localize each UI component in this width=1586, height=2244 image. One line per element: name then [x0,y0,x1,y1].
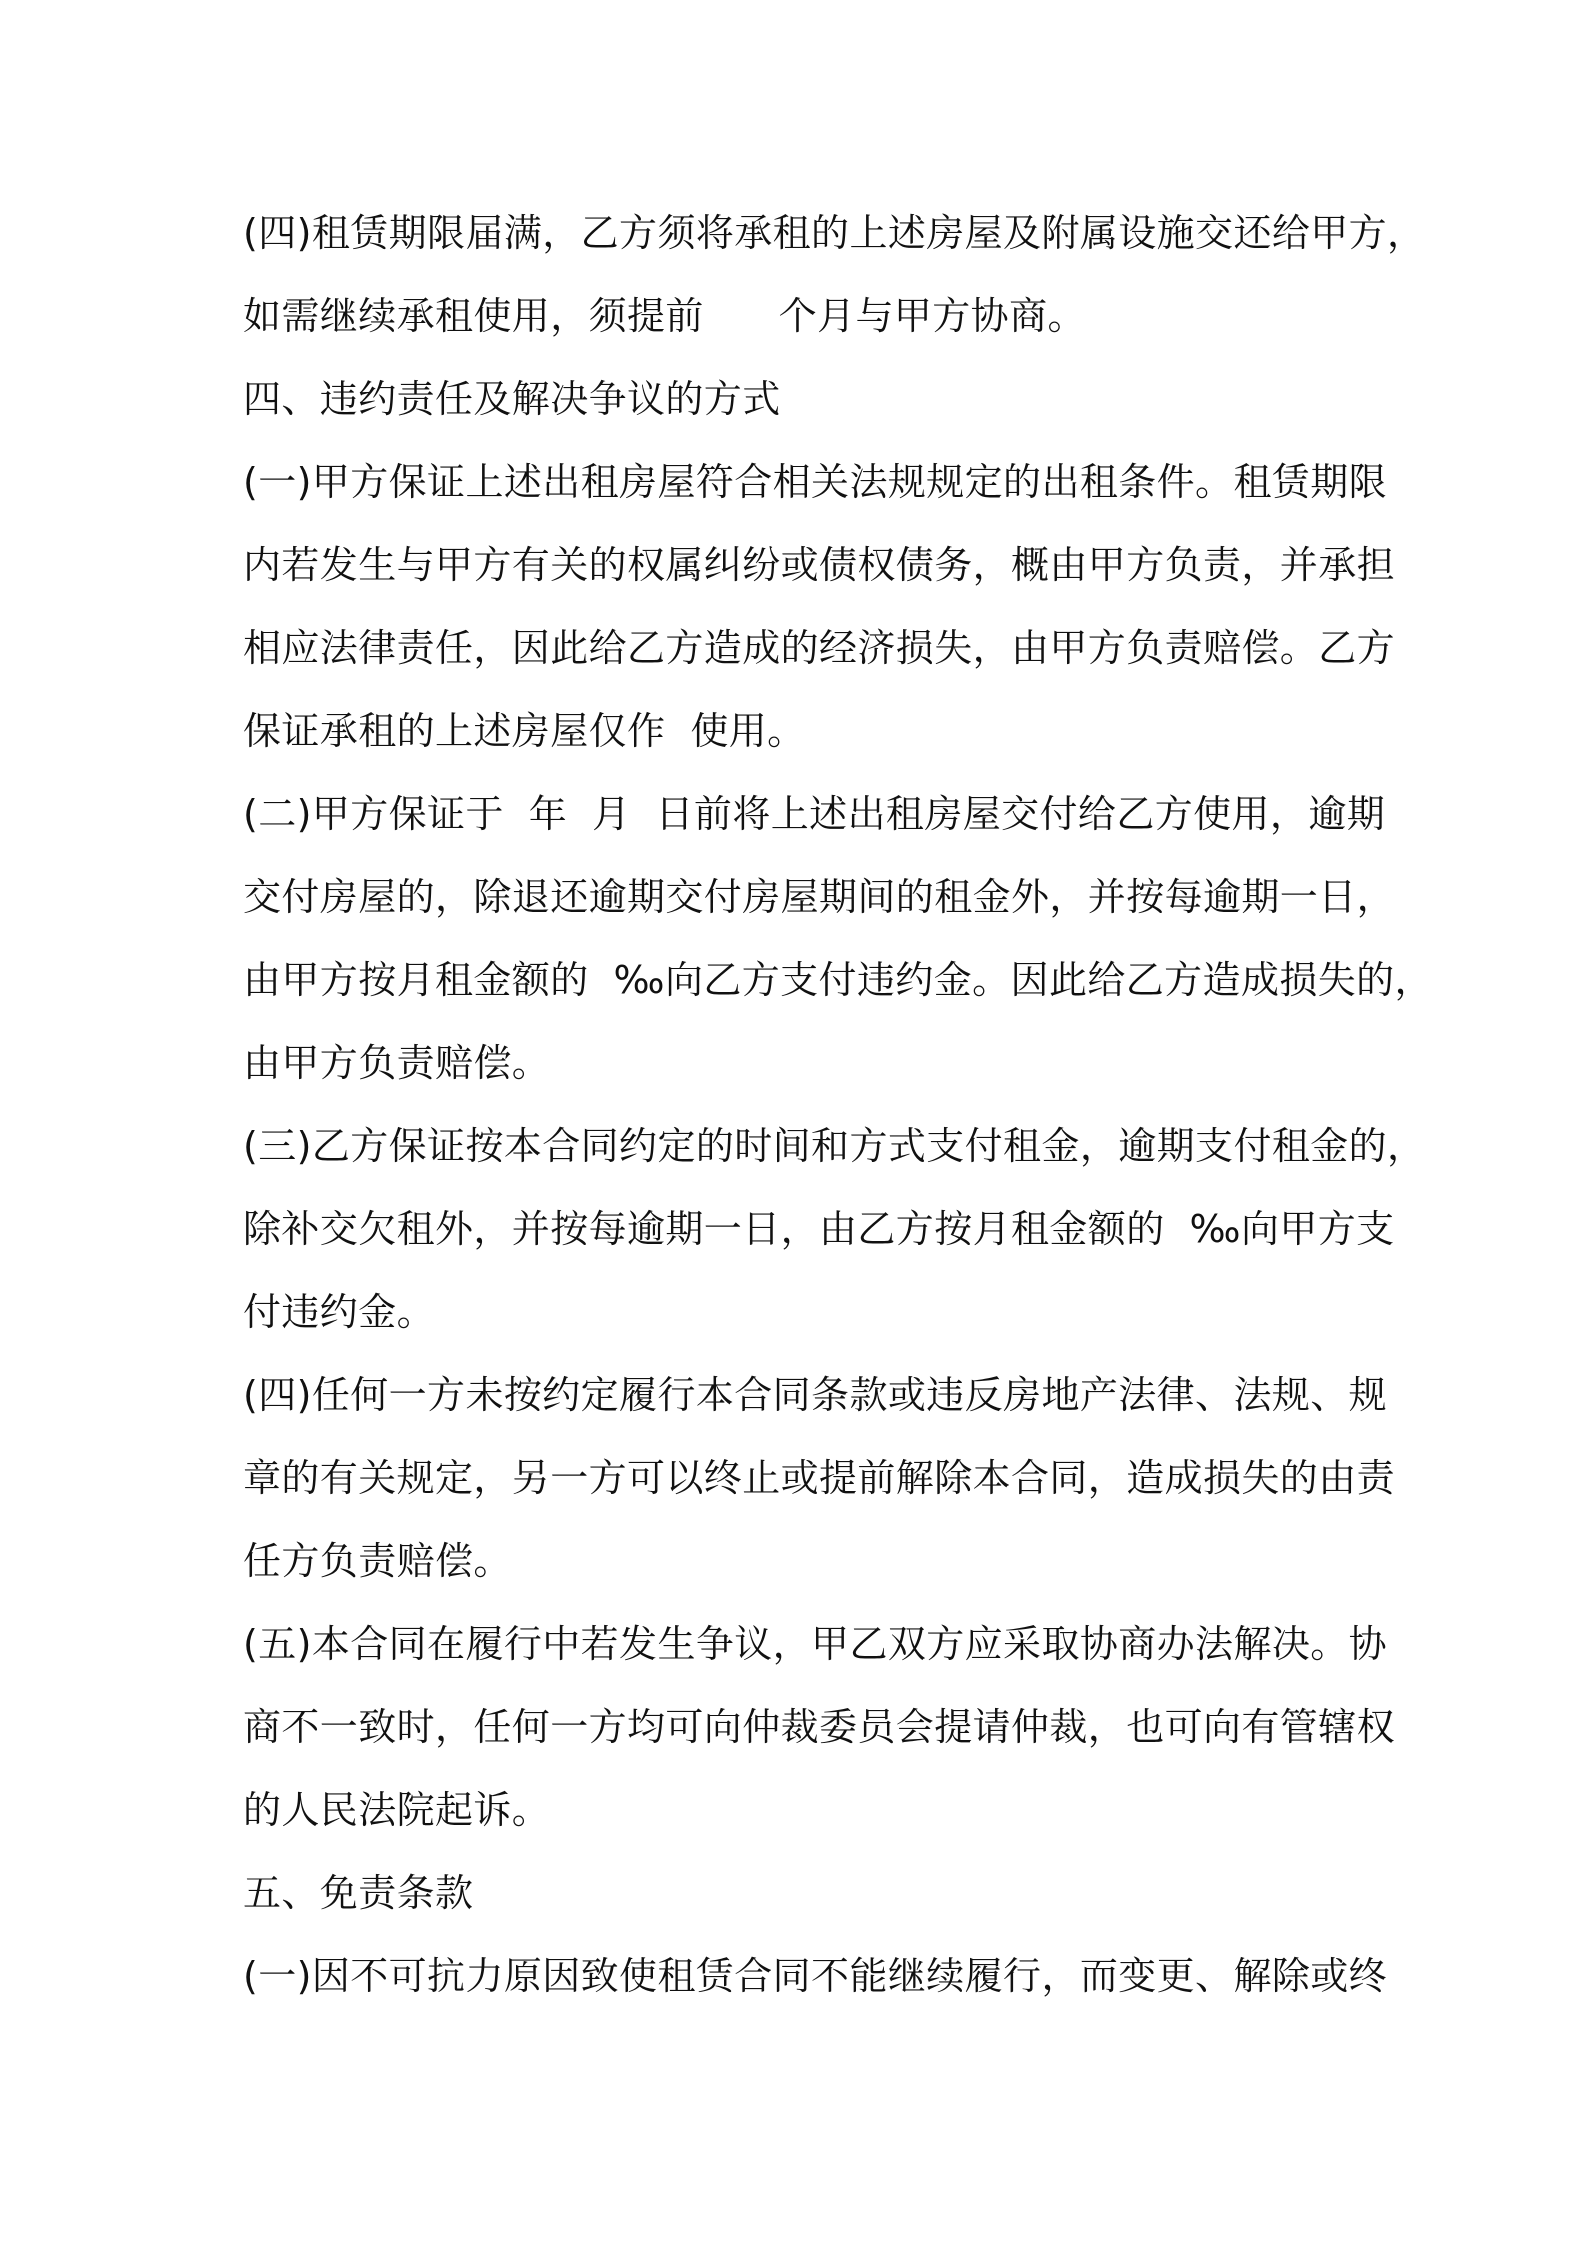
text-line: 的人民法院起诉。 [243,1788,551,1832]
text-line: (三)乙方保证按本合同约定的时间和方式支付租金，逾期支付租金的， [243,1124,1426,1168]
text-line: (一)因不可抗力原因致使租赁合同不能继续履行，而变更、解除或终 [243,1954,1388,1998]
text-line: (一)甲方保证上述出租房屋符合相关法规规定的出租条件。租赁期限 [243,460,1388,504]
text-line: (二)甲方保证于 年 月 日前将上述出租房屋交付给乙方使用，逾期 [243,792,1386,836]
text-line: (四)任何一方未按约定履行本合同条款或违反房地产法律、法规、规 [243,1373,1388,1417]
text-line: 交付房屋的，除退还逾期交付房屋期间的租金外，并按每逾期一日， [243,875,1396,919]
text-line: 由甲方按月租金额的 ‰向乙方支付违约金。因此给乙方造成损失的， [243,958,1433,1002]
text-line: 商不一致时，任何一方均可向仲裁委员会提请仲裁，也可向有管辖权 [243,1705,1396,1749]
text-line: 任方负责赔偿。 [243,1539,512,1583]
text-line: (四)租赁期限届满，乙方须将承租的上述房屋及附属设施交还给甲方， [243,211,1426,255]
text-line: 如需继续承租使用，须提前 个月与甲方协商。 [243,294,1086,338]
text-line: 付违约金。 [243,1290,436,1334]
text-line: 相应法律责任，因此给乙方造成的经济损失，由甲方负责赔偿。乙方 [243,626,1396,670]
text-line: 除补交欠租外，并按每逾期一日，由乙方按月租金额的 ‰向甲方支 [243,1207,1395,1251]
text-line: (五)本合同在履行中若发生争议，甲乙双方应采取协商办法解决。协 [243,1622,1388,1666]
section-heading: 五、免责条款 [243,1871,474,1915]
text-line: 由甲方负责赔偿。 [243,1041,551,1085]
section-heading: 四、违约责任及解决争议的方式 [243,377,781,421]
text-line: 章的有关规定，另一方可以终止或提前解除本合同，造成损失的由责 [243,1456,1396,1500]
text-line: 保证承租的上述房屋仅作 使用。 [243,709,806,753]
text-line: 内若发生与甲方有关的权属纠纷或债权债务，概由甲方负责，并承担 [243,543,1396,587]
